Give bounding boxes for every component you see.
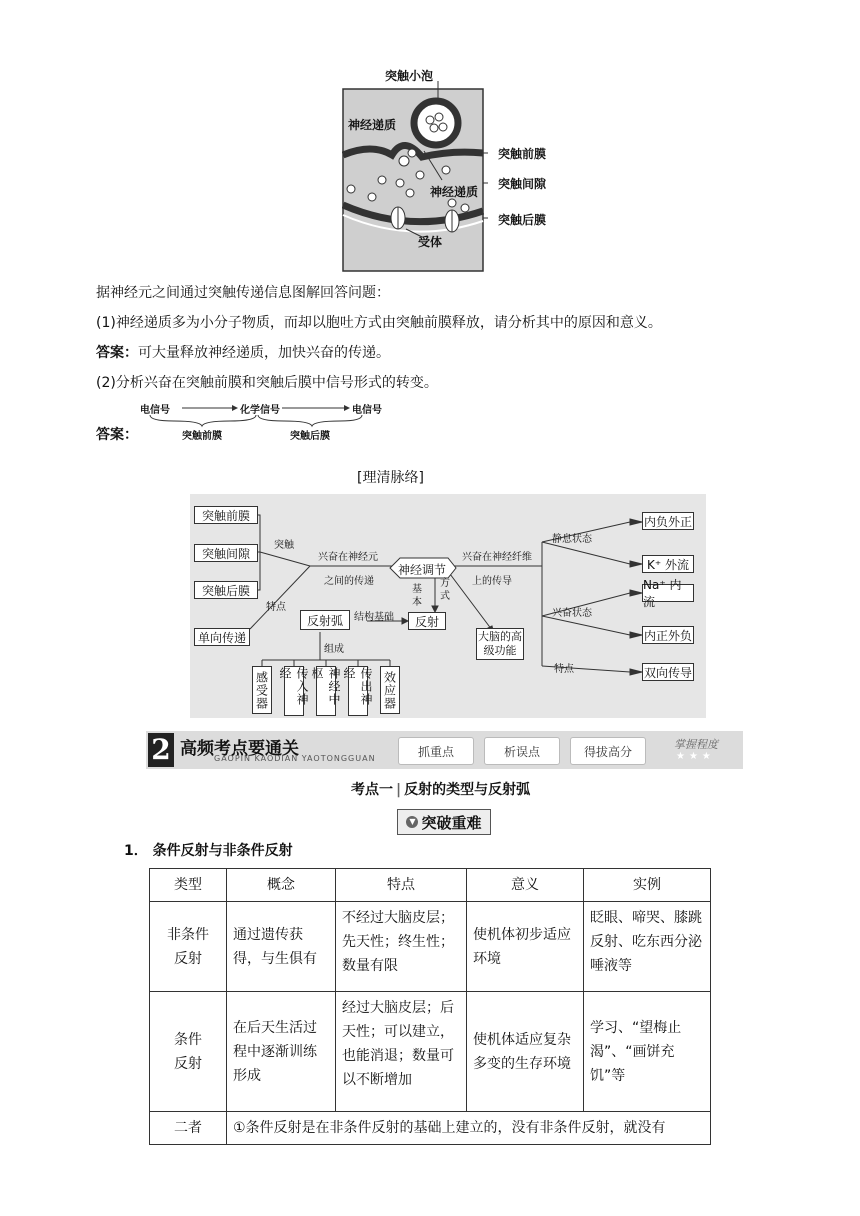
table-cell: 使机体初步适应环境 (467, 902, 584, 992)
label-basic-2: 本 (412, 597, 422, 608)
label-transmitter-mid: 神经递质 (430, 185, 479, 199)
chevron-down-icon: ▼ (406, 816, 418, 828)
label-cleft: 突触间隙 (498, 177, 547, 191)
topic-prefix: 考点一 (351, 782, 393, 798)
table-header: 类型 (150, 869, 227, 902)
answer-1-text: 可大量释放神经递质，加快兴奋的传递。 (138, 345, 390, 361)
label-presynaptic-membrane: 突触前膜 (498, 147, 547, 161)
label-basic-1: 基 (412, 584, 422, 595)
box-r4: 内正外负 (642, 626, 694, 644)
table-cell: 通过遗传获得，与生俱有 (227, 902, 336, 992)
section-banner (146, 731, 743, 769)
label-along: 兴奋在神经纤维 (462, 552, 532, 563)
label-between-2: 之间的传递 (324, 576, 374, 587)
question-1: (1)神经递质多为小分子物质，而却以胞吐方式由突触前膜释放，请分析其中的原因和意义。 (96, 315, 662, 331)
banner-number: 2 (148, 733, 174, 767)
table-header: 意义 (467, 869, 584, 902)
box-r5: 双向传导 (642, 663, 694, 681)
table-cell: 条件反射 (150, 992, 227, 1112)
reflex-table (149, 868, 711, 1145)
table-cell: 眨眼、啼哭、膝跳反射、吃东西分泌唾液等 (584, 902, 711, 992)
table-header-row (150, 869, 711, 902)
box-postsynaptic: 突触后膜 (194, 581, 258, 599)
table-header: 特点 (336, 869, 467, 902)
table-cell: 经过大脑皮层；后天性；可以建立，也能消退；数量可以不断增加 (336, 992, 467, 1112)
question-2: (2)分析兴奋在突触前膜和突触后膜中信号形式的转变。 (96, 375, 438, 391)
label-center: 神经调节 (398, 563, 447, 577)
answer-1-label: 答案： (96, 345, 138, 361)
label-rest: 静息状态 (552, 534, 592, 545)
signal-3: 电信号 (352, 405, 382, 416)
box-oneway: 单向传递 (194, 628, 250, 646)
banner-title: 高频考点要通关 (180, 739, 299, 759)
star-icon: ★★★ (676, 751, 715, 762)
signal-2: 化学信号 (240, 405, 280, 416)
table-cell: 在后天生活过程中逐渐训练形成 (227, 992, 336, 1112)
table-header: 概念 (227, 869, 336, 902)
label-transmitter-top: 神经递质 (348, 115, 396, 135)
mastery-label: 掌握程度 (674, 738, 718, 751)
label-struct: 结构基础 (354, 612, 394, 623)
label-feat-2: 特点 (554, 664, 574, 675)
label-mode-1: 方 (440, 578, 450, 589)
banner-pinyin: GAOPIN KAODIAN YAOTONGGUAN (214, 754, 376, 763)
breakthrough-badge (397, 809, 491, 835)
box-receptor: 感受器 (252, 666, 272, 714)
table-cell: 非条件反射 (150, 902, 227, 992)
box-reflex: 反射 (408, 612, 446, 630)
table-cell: 不经过大脑皮层；先天性；终生性；数量有限 (336, 902, 467, 992)
table-cell: 使机体适应复杂多变的生存环境 (467, 992, 584, 1112)
concept-map (190, 494, 706, 718)
table-cell: ①条件反射是在非条件反射的基础上建立的，没有非条件反射，就没有 (227, 1112, 711, 1145)
table-cell: 二者 (150, 1112, 227, 1145)
tab-high-score[interactable]: 得拔高分 (570, 737, 646, 765)
box-efferent: 传出神经 (348, 666, 368, 716)
table-row (150, 1112, 711, 1145)
box-effector: 效应器 (380, 666, 400, 714)
box-center: 神经中枢 (316, 666, 336, 716)
signal-brace-1: 突触前膜 (182, 431, 222, 442)
label-postsynaptic-membrane: 突触后膜 (498, 213, 547, 227)
signal-flow-diagram (140, 398, 382, 442)
subhead: 1． 条件反射与非条件反射 (124, 843, 293, 859)
table-cell: 学习、“望梅止渴”、“画饼充饥”等 (584, 992, 711, 1112)
mastery-badge (650, 735, 740, 765)
label-feature: 特点 (266, 602, 286, 613)
box-cleft: 突触间隙 (194, 544, 258, 562)
answer-2-label: 答案： (96, 427, 138, 443)
box-brain: 大脑的高级功能 (476, 628, 524, 660)
synapse-diagram (342, 65, 488, 273)
label-receptor: 受体 (418, 235, 443, 249)
label-compose: 组成 (324, 644, 344, 655)
box-afferent: 传入神经 (284, 666, 304, 716)
label-mode-2: 式 (440, 591, 450, 602)
section-title: [理清脉络] (357, 470, 424, 486)
breakthrough-label: 突破重难 (421, 813, 482, 832)
label-synapse: 突触 (274, 540, 294, 551)
signal-brace-2: 突触后膜 (290, 431, 330, 442)
label-excited: 兴奋状态 (552, 608, 592, 619)
table-row (150, 902, 711, 992)
box-r1: 内负外正 (642, 512, 694, 530)
box-arc: 反射弧 (300, 610, 350, 630)
signal-1: 电信号 (140, 405, 170, 416)
box-r3: Na⁺ 内流 (642, 584, 694, 602)
table-header: 实例 (584, 869, 711, 902)
label-vesicle: 突触小泡 (385, 69, 434, 83)
topic-title: 反射的类型与反射弧 (404, 782, 531, 798)
table-row (150, 992, 711, 1112)
box-r2: K⁺ 外流 (642, 555, 694, 573)
tab-key-points[interactable]: 抓重点 (398, 737, 474, 765)
intro-text: 据神经元之间通过突触传递信息图解回答问题： (96, 285, 390, 301)
tab-mistakes[interactable]: 析误点 (484, 737, 560, 765)
label-along-2: 上的传导 (472, 576, 512, 587)
label-between: 兴奋在神经元 (318, 552, 378, 563)
box-presynaptic: 突触前膜 (194, 506, 258, 524)
